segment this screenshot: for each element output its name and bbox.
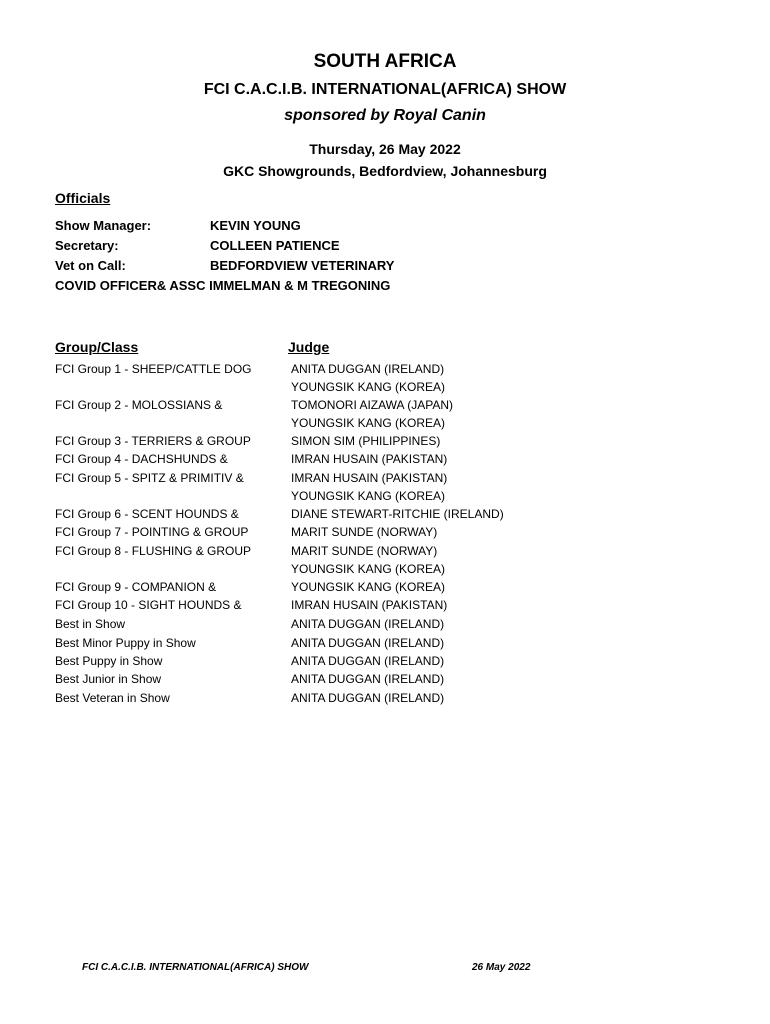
show-date: Thursday, 26 May 2022	[309, 141, 461, 157]
officials-heading: Officials	[55, 190, 111, 206]
show-name: FCI C.A.C.I.B. INTERNATIONAL(AFRICA) SHOW	[203, 81, 567, 98]
judge-cell: DIANE STEWART-RITCHIE (IRELAND)	[291, 507, 504, 521]
judge-cell: ANITA DUGGAN (IRELAND)	[291, 672, 445, 686]
official-value: KEVIN YOUNG	[210, 218, 301, 233]
official-value: COLLEEN PATIENCE	[210, 238, 340, 253]
judge-cell: ANITA DUGGAN (IRELAND)	[291, 636, 445, 650]
page-title: SOUTH AFRICA	[313, 51, 457, 72]
group-class-cell: Best in Show	[55, 617, 126, 631]
official-label: COVID OFFICER& ASSC IMMELMAN & M TREGONING	[55, 278, 391, 293]
official-row	[55, 278, 390, 293]
judge-cell: YOUNGSIK KANG (KOREA)	[291, 416, 446, 430]
official-row	[55, 258, 394, 273]
group-class-cell: FCI Group 9 - COMPANION &	[55, 580, 217, 594]
judge-cell: ANITA DUGGAN (IRELAND)	[291, 691, 445, 705]
judge-cell: MARIT SUNDE (NORWAY)	[291, 525, 438, 539]
official-label: Show Manager:	[55, 218, 152, 233]
judge-header: Judge	[288, 339, 330, 355]
group-class-cell: FCI Group 7 - POINTING & GROUP	[55, 525, 249, 539]
judge-cell: IMRAN HUSAIN (PAKISTAN)	[291, 471, 448, 485]
group-class-cell: FCI Group 4 - DACHSHUNDS &	[55, 452, 228, 466]
judge-cell: TOMONORI AIZAWA (JAPAN)	[291, 398, 454, 412]
footer-show-name: FCI C.A.C.I.B. INTERNATIONAL(AFRICA) SHOW	[82, 962, 309, 973]
group-class-cell: FCI Group 8 - FLUSHING & GROUP	[55, 544, 252, 558]
show-venue: GKC Showgrounds, Bedfordview, Johannesburg	[223, 163, 547, 179]
group-class-cell: Best Puppy in Show	[55, 654, 163, 668]
judge-cell: MARIT SUNDE (NORWAY)	[291, 544, 438, 558]
judge-cell: IMRAN HUSAIN (PAKISTAN)	[291, 452, 448, 466]
sponsor-line: sponsored by Royal Canin	[284, 107, 486, 124]
footer-date: 26 May 2022	[472, 962, 531, 973]
group-class-cell: FCI Group 1 - SHEEP/CATTLE DOG	[55, 362, 252, 376]
group-class-cell: FCI Group 5 - SPITZ & PRIMITIV &	[55, 471, 244, 485]
official-row	[55, 218, 301, 233]
group-class-cell: FCI Group 6 - SCENT HOUNDS &	[55, 507, 239, 521]
judge-cell: YOUNGSIK KANG (KOREA)	[291, 580, 446, 594]
judge-cell: SIMON SIM (PHILIPPINES)	[291, 434, 441, 448]
official-label: Secretary:	[55, 238, 119, 253]
group-class-cell: Best Minor Puppy in Show	[55, 636, 196, 650]
judge-cell: ANITA DUGGAN (IRELAND)	[291, 617, 445, 631]
group-class-cell: FCI Group 3 - TERRIERS & GROUP	[55, 434, 251, 448]
official-label: Vet on Call:	[55, 258, 126, 273]
group-class-cell: FCI Group 10 - SIGHT HOUNDS &	[55, 598, 242, 612]
judge-cell: IMRAN HUSAIN (PAKISTAN)	[291, 598, 448, 612]
official-row	[55, 238, 340, 253]
group-class-cell: Best Veteran in Show	[55, 691, 170, 705]
judge-cell: YOUNGSIK KANG (KOREA)	[291, 380, 446, 394]
judge-cell: ANITA DUGGAN (IRELAND)	[291, 362, 445, 376]
judge-cell: YOUNGSIK KANG (KOREA)	[291, 562, 446, 576]
group-class-header: Group/Class	[55, 339, 139, 355]
official-value: BEDFORDVIEW VETERINARY	[210, 258, 395, 273]
judge-cell: YOUNGSIK KANG (KOREA)	[291, 489, 446, 503]
group-class-cell: FCI Group 2 - MOLOSSIANS &	[55, 398, 223, 412]
judge-cell: ANITA DUGGAN (IRELAND)	[291, 654, 445, 668]
group-class-cell: Best Junior in Show	[55, 672, 162, 686]
